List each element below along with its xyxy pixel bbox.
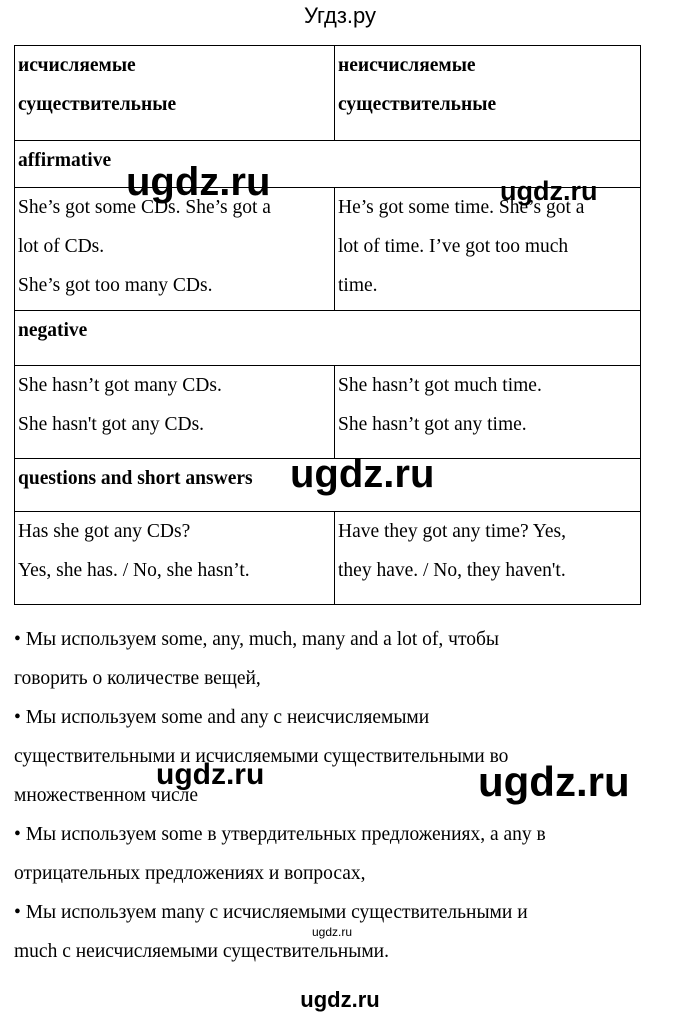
table-row <box>15 512 641 605</box>
note-line: • Мы используем many с исчисляемыми существительными и <box>14 902 528 923</box>
watermark: ugdz.ru <box>500 176 598 206</box>
watermark: ugdz.ru <box>290 452 435 496</box>
footer-watermark: ugdz.ru <box>300 987 380 1012</box>
header-countable: исчисляемые существительные <box>15 46 335 141</box>
table-row <box>15 366 641 459</box>
watermark: ugdz.ru <box>312 925 353 939</box>
section-title-questions: questions and short answers <box>15 459 641 512</box>
note-line: множественном числе <box>14 785 199 806</box>
site-title: Угдз.ру <box>303 3 377 28</box>
watermark: ugdz.ru <box>126 160 271 204</box>
questions-uncountable-cell: Have they got any time? Yes, they have. / No, they haven't. <box>335 512 641 605</box>
negative-countable-cell: She hasn’t got many CDs. She hasn't got any CDs. <box>15 366 335 459</box>
negative-uncountable-cell: She hasn’t got much time. She hasn’t got any time. <box>335 366 641 459</box>
affirmative-uncountable-cell: He’s got some time. She’s got a lot of time. I’ve got too much time. <box>335 188 641 311</box>
questions-countable-cell: Has she got any CDs? Yes, she has. / No, she hasn’t. <box>15 512 335 605</box>
table-header-row <box>15 46 641 141</box>
section-title-affirmative: affirmative <box>15 141 641 188</box>
grammar-table <box>14 45 641 605</box>
note-line: much с неисчисляемыми существительными. <box>14 941 389 962</box>
note-line: существительными и исчисляемыми существительными во <box>14 746 509 767</box>
note-line: • Мы используем some and any с неисчисляемыми <box>14 707 430 728</box>
note-line: • Мы используем some в утвердительных предложениях, а any в <box>14 824 546 845</box>
section-title-negative: negative <box>15 311 641 366</box>
affirmative-countable-cell: She’s got some CDs. She’s got a lot of CDs. She’s got too many CDs. <box>15 188 335 311</box>
note-line: говорить о количестве вещей, <box>14 668 261 689</box>
note-line: отрицательных предложениях и вопросах, <box>14 863 366 884</box>
header-uncountable: неисчисляемые существительные <box>335 46 641 141</box>
note-line: • Мы используем some, any, much, many and a lot of, чтобы <box>14 629 499 650</box>
watermark: ugdz.ru <box>478 758 630 805</box>
section-title-row <box>15 311 641 366</box>
watermark: ugdz.ru <box>156 758 265 791</box>
